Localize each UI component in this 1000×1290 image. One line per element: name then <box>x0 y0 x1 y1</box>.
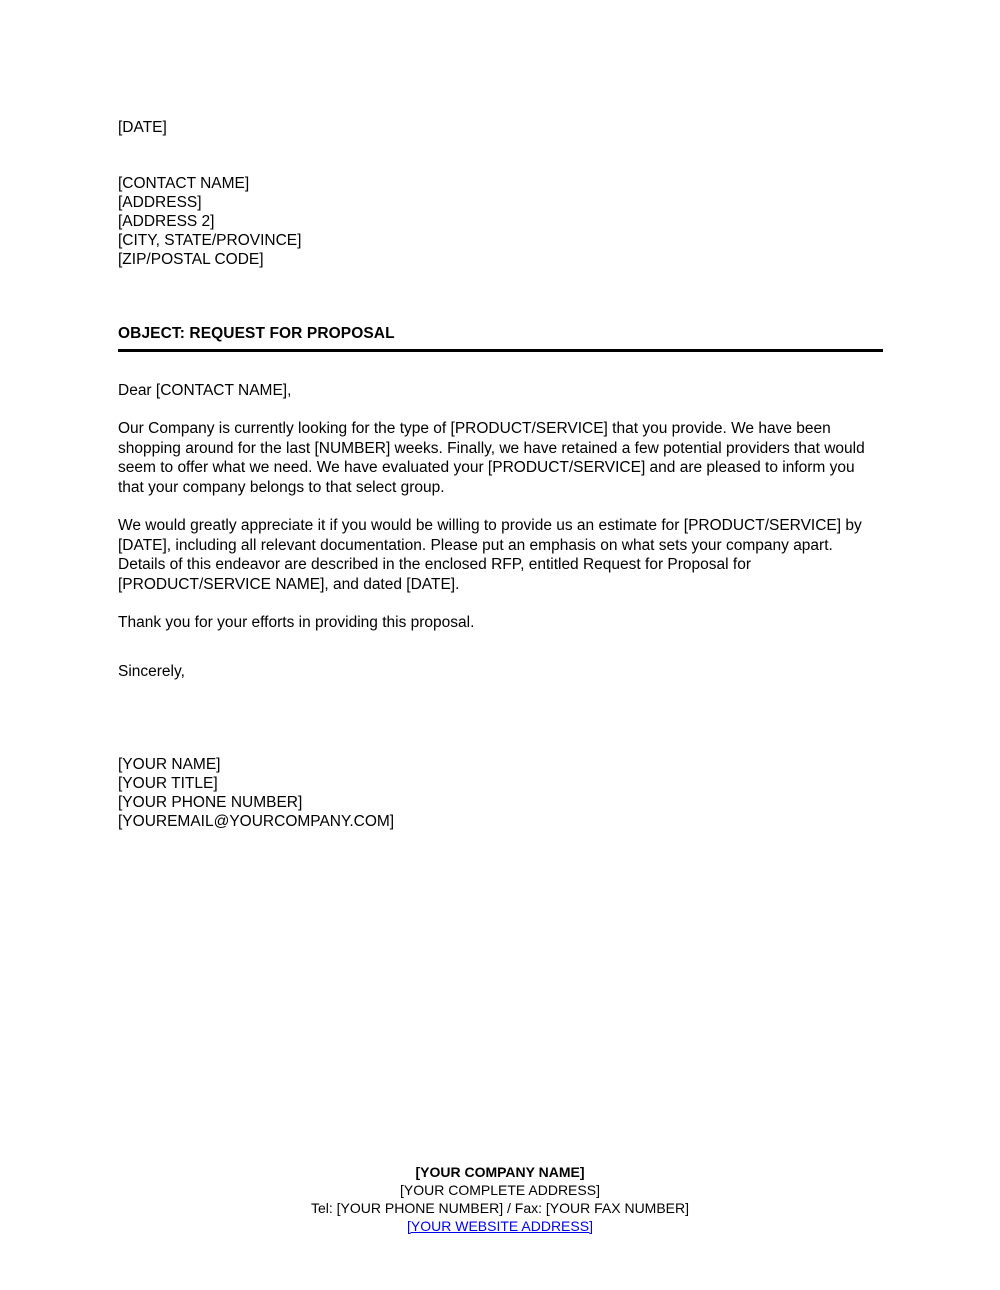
body-paragraph: We would greatly appreciate it if you would be willing to provide us an estimate for [PRODUCT/SERVICE] by [DATE], including all relevant documentation. Please put an emphasis on what sets your company apart. Details of this endeavor are described in the enclosed RFP, entitled Request for Proposal for [PRODUCT/SERVICE NAME], and dated [DATE]. <box>118 517 862 593</box>
signature-block <box>118 755 394 831</box>
recipient-postal-code: [ZIP/POSTAL CODE] <box>118 251 264 268</box>
body-paragraph: Thank you for your efforts in providing this proposal. <box>118 614 475 631</box>
salutation: Dear [CONTACT NAME], <box>118 382 292 399</box>
recipient-address-2: [ADDRESS 2] <box>118 213 215 230</box>
letter-body <box>118 419 883 633</box>
object-heading: OBJECT: REQUEST FOR PROPOSAL <box>118 325 395 342</box>
date-line: [DATE] <box>118 119 167 136</box>
closing-line: Sincerely, <box>118 663 185 680</box>
sender-phone: [YOUR PHONE NUMBER] <box>118 794 303 811</box>
page-footer <box>0 1163 1000 1235</box>
sender-title: [YOUR TITLE] <box>118 775 218 792</box>
footer-contact-line: Tel: [YOUR PHONE NUMBER] / Fax: [YOUR FAX NUMBER] <box>310 1200 690 1216</box>
website-link-text[interactable]: [YOUR WEBSITE ADDRESS] <box>407 1218 593 1234</box>
recipient-city-state: [CITY, STATE/PROVINCE] <box>118 232 302 249</box>
footer-company-name: [YOUR COMPANY NAME] <box>415 1164 585 1180</box>
body-paragraph: Our Company is currently looking for the type of [PRODUCT/SERVICE] that you provide. We have been shopping around for the last [NUMBER] weeks. Finally, we have retained a few potential providers that would seem to offer what we need. We have evaluated your [PRODUCT/SERVICE] and are pleased to inform you that your company belongs to that select group. <box>118 420 865 496</box>
horizontal-rule <box>118 349 883 352</box>
recipient-address-1: [ADDRESS] <box>118 194 202 211</box>
recipient-contact-name: [CONTACT NAME] <box>118 175 250 192</box>
recipient-address-block <box>118 174 301 269</box>
footer-address: [YOUR COMPLETE ADDRESS] <box>400 1182 600 1198</box>
sender-email: [YOUREMAIL@YOURCOMPANY.COM] <box>118 813 395 830</box>
sender-name: [YOUR NAME] <box>118 756 221 773</box>
footer-website-link[interactable] <box>0 1217 1000 1235</box>
